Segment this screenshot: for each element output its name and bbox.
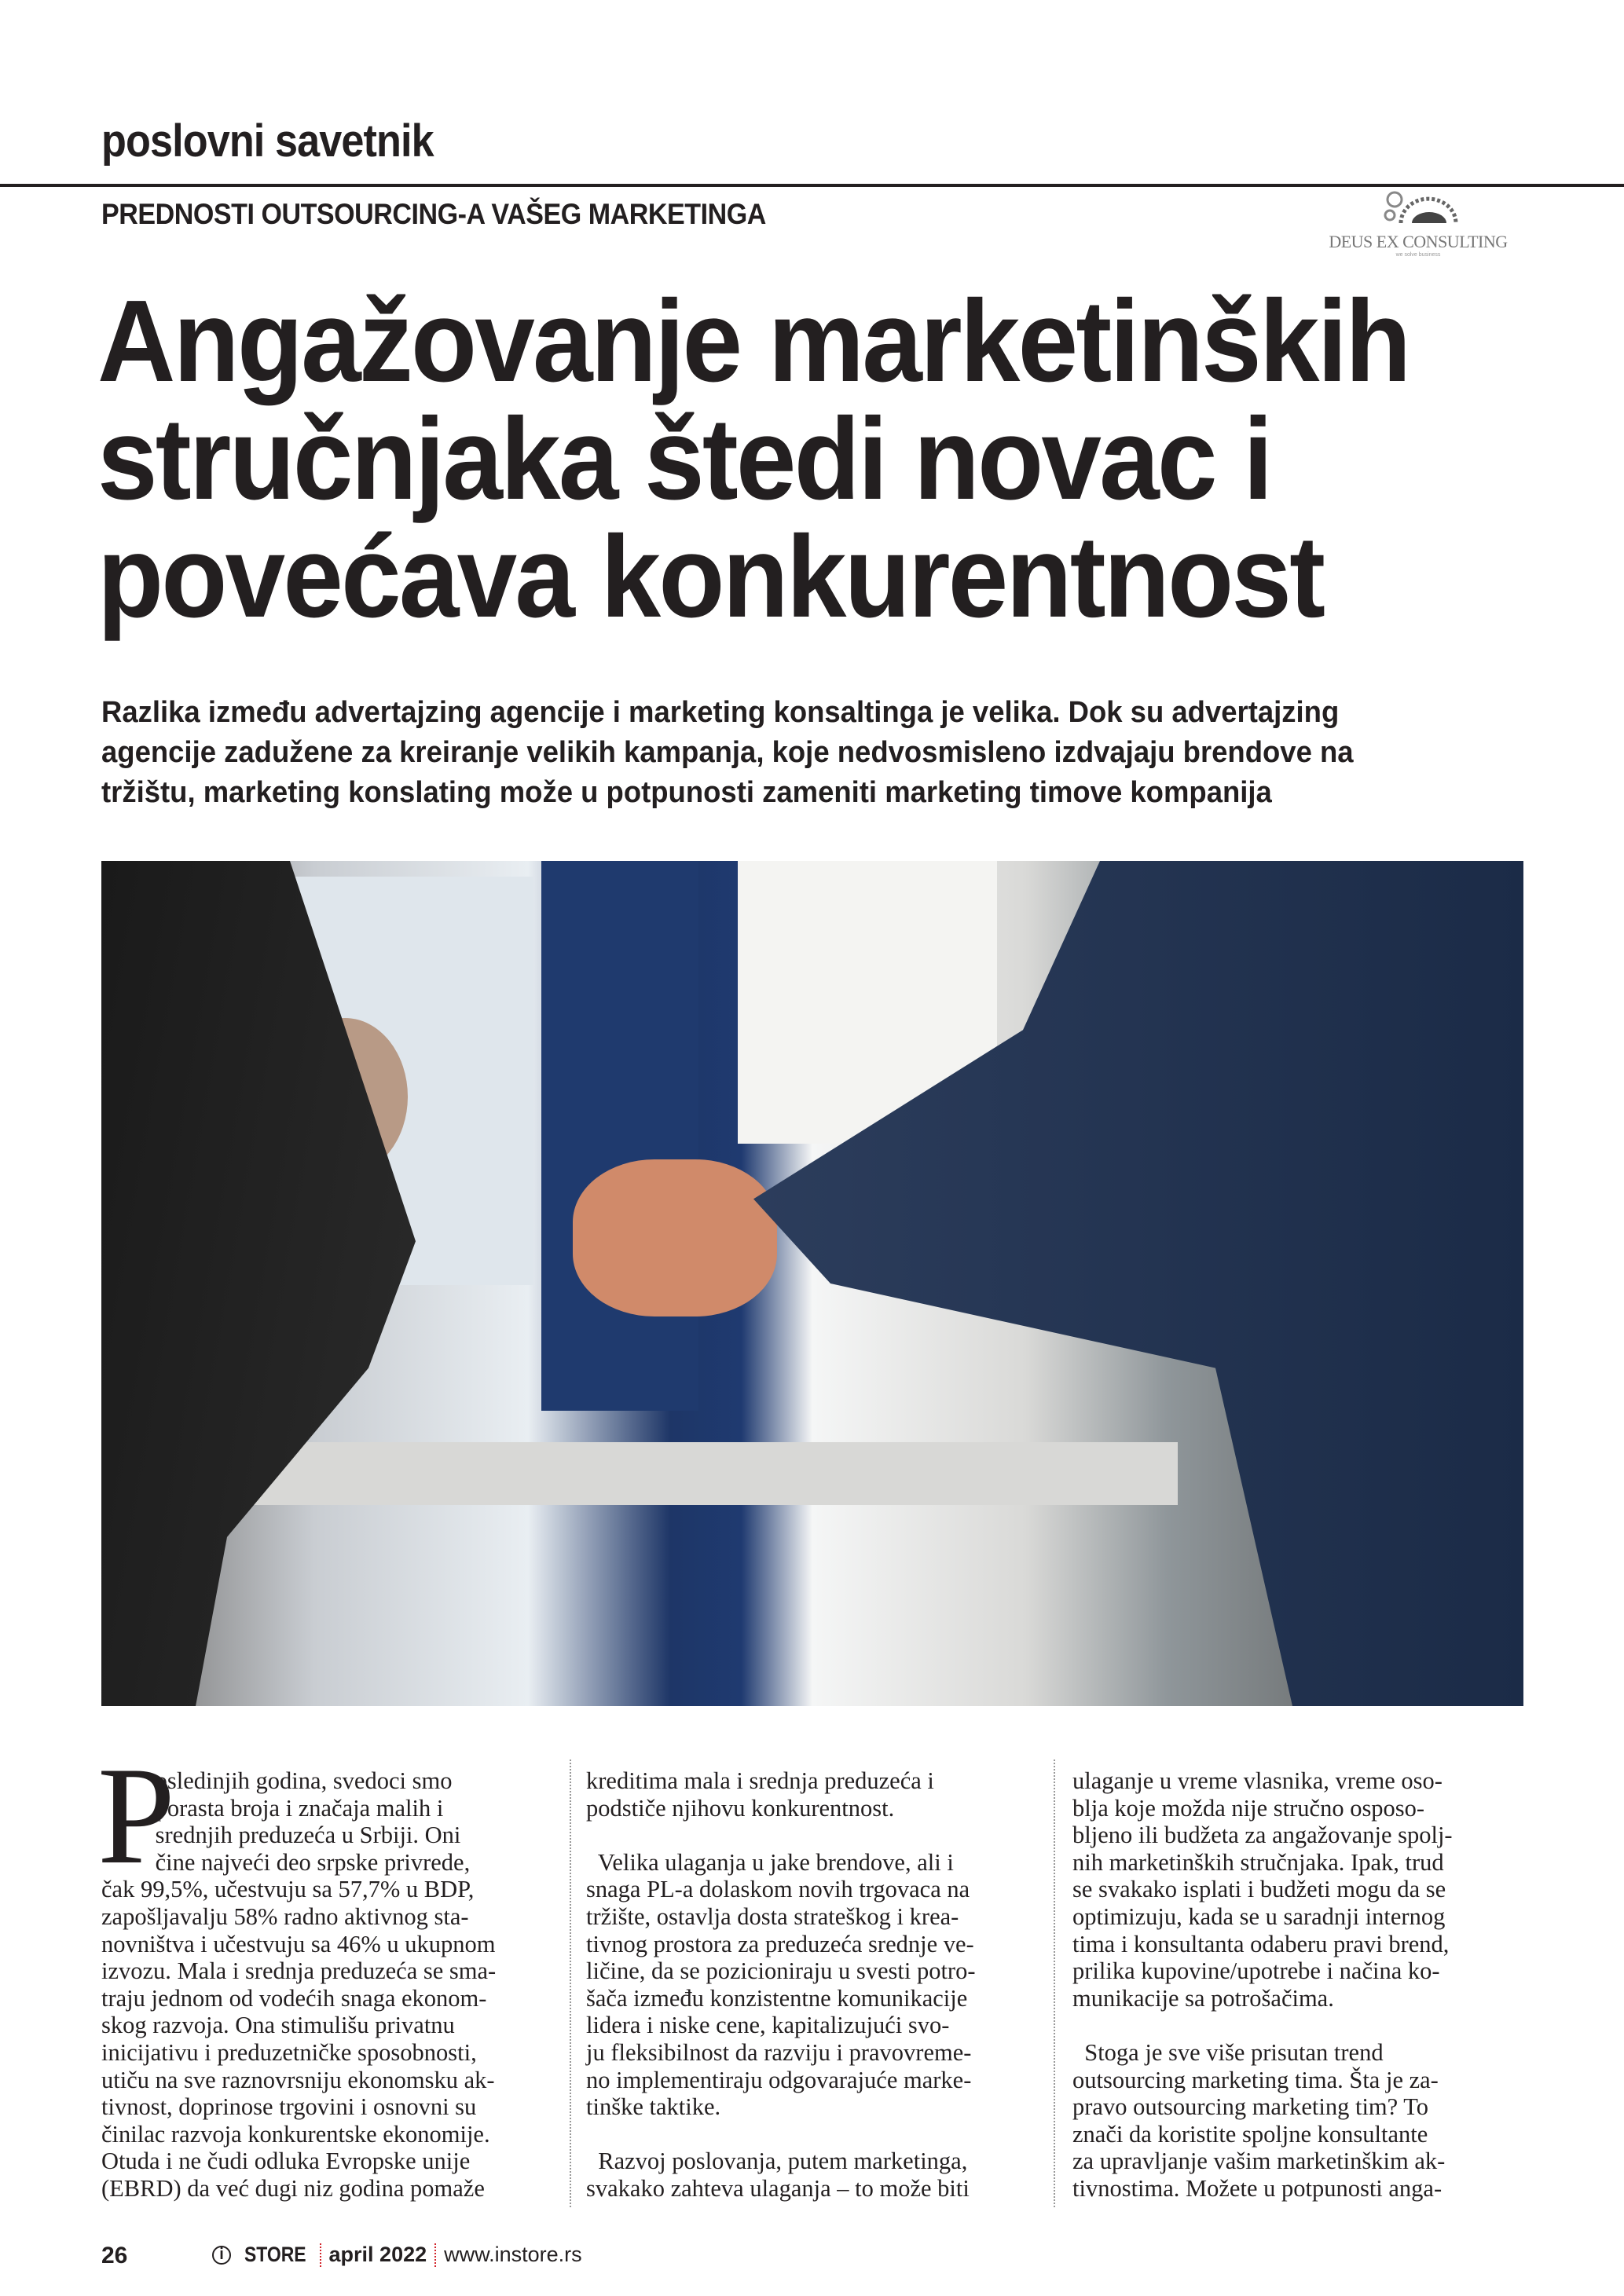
headline bbox=[97, 276, 1410, 642]
body-column-2 bbox=[586, 1767, 976, 2203]
lead-line: agencije zadužene za kreiranje velikih kampanja, koje nedvosmisleno izdvajaju brendove na bbox=[101, 736, 1354, 769]
body-text-line: tivnog prostora za preduzeća srednje ve- bbox=[586, 1930, 974, 1957]
body-text-line: outsourcing marketing tima. Šta je za- bbox=[1072, 2066, 1439, 2093]
body-text-line: Velika ulaganja u jake brendove, ali i bbox=[586, 1848, 954, 1876]
body-text-line: optimizuju, kada se u saradnji internog bbox=[1072, 1902, 1446, 1930]
body-text-line: munikacije sa potrošačima. bbox=[1072, 1984, 1334, 2012]
body-text-line: traju jednom od vodećih snaga ekonom- bbox=[101, 1984, 487, 2012]
body-text-line: skog razvoja. Ona stimulišu privatnu bbox=[101, 2012, 455, 2039]
body-text-line: Otuda i ne čudi odluka Evropske unije bbox=[101, 2148, 471, 2175]
body-text-line: bljeno ili budžeta za angažovanje spolj- bbox=[1072, 1822, 1453, 1849]
body-text-line: podstiče njihovu konkurentnost. bbox=[586, 1794, 895, 1822]
body-column-1 bbox=[101, 1767, 496, 2203]
headline-line: stručnjaka štedi novac i bbox=[97, 394, 1271, 524]
instore-logo-icon: i bbox=[212, 2246, 231, 2265]
footer-separator bbox=[320, 2243, 321, 2267]
body-text-line: šača između konzistentne komunikacije bbox=[586, 1984, 968, 2012]
section-title: poslovni savetnik bbox=[101, 115, 434, 167]
headline-line: Angažovanje marketinških bbox=[97, 276, 1410, 406]
column-divider bbox=[570, 1760, 571, 2207]
body-text-line bbox=[1072, 2012, 1453, 2039]
body-text-line: tržište, ostavlja dosta strateškog i krea- bbox=[586, 1902, 959, 1930]
body-text-line: svakako zahteva ulaganja – to može biti bbox=[586, 2174, 970, 2202]
body-text-line: blja koje možda nije stručno osposo- bbox=[1072, 1794, 1425, 1822]
logo-name: DEUS EX CONSULTING bbox=[1329, 232, 1508, 251]
body-text-line: novništva i učestvuju sa 46% u ukupnom bbox=[101, 1930, 496, 1957]
body-text-line: Razvoj poslovanja, putem marketinga, bbox=[586, 2148, 968, 2175]
footer-magazine: STORE bbox=[244, 2243, 306, 2266]
body-text-line: porasta broja i značaja malih i bbox=[101, 1794, 444, 1822]
footer-url[interactable]: www.instore.rs bbox=[444, 2243, 582, 2266]
body-text-line: tinške taktike. bbox=[586, 2093, 721, 2121]
body-text-line: Stoga je sve više prisutan trend bbox=[1072, 2038, 1384, 2066]
lead-paragraph bbox=[101, 693, 1354, 813]
body-text-line: lidera i niske cene, kapitalizujući svo- bbox=[586, 2012, 950, 2039]
body-column-3 bbox=[1072, 1767, 1453, 2203]
body-text-line: ju fleksibilnost da razviju i pravovreme- bbox=[586, 2038, 972, 2066]
body-text-line: čine najveći deo srpske privrede, bbox=[101, 1848, 471, 1876]
body-text-line: znači da koristite spoljne konsultante bbox=[1072, 2120, 1428, 2148]
body-text-line: no implementiraju odgovarajuće marke- bbox=[586, 2066, 972, 2093]
page-number: 26 bbox=[101, 2243, 128, 2269]
body-text-line: za upravljanje vašim marketinškim ak- bbox=[1072, 2148, 1446, 2175]
body-text-line: tima i konsultanta odaberu pravi brend, bbox=[1072, 1930, 1450, 1957]
body-text-line: osledinjih godina, svedoci smo bbox=[101, 1767, 453, 1794]
headline-line: povećava konkurentnost bbox=[97, 512, 1324, 642]
body-text-line bbox=[586, 1822, 976, 1849]
deus-ex-consulting-logo bbox=[1316, 189, 1520, 258]
body-text-line: kreditima mala i srednja preduzeća i bbox=[586, 1767, 934, 1794]
body-text-line: inicijativu i preduzetničke sposobnosti, bbox=[101, 2038, 477, 2066]
body-text-line: pravo outsourcing marketing tim? To bbox=[1072, 2093, 1429, 2121]
body-text-line: prilika kupovine/upotrebe i načina ko- bbox=[1072, 1957, 1440, 1985]
body-text-line: snaga PL-a dolaskom novih trgovaca na bbox=[586, 1876, 970, 1903]
body-text-line bbox=[586, 2121, 976, 2148]
body-text-line: utiču na sve raznovrsniju ekonomsku ak- bbox=[101, 2066, 495, 2093]
handshake-photo bbox=[101, 861, 1523, 1706]
body-text-line: izvozu. Mala i srednja preduzeća se sma- bbox=[101, 1957, 497, 1985]
drop-cap: P bbox=[97, 1738, 175, 1893]
body-text-line: se svakako isplati i budžeti mogu da se bbox=[1072, 1876, 1446, 1903]
body-text-line: činilac razvoja konkurentske ekonomije. bbox=[101, 2120, 490, 2148]
lead-line: tržištu, marketing konslating može u potpunosti zameniti marketing timove kompanija bbox=[101, 776, 1272, 809]
body-text-line: čak 99,5%, učestvuju sa 57,7% u BDP, bbox=[101, 1876, 475, 1903]
footer-brand bbox=[212, 2243, 582, 2267]
lead-line: Razlika između advertajzing agencije i marketing konsaltinga je velika. Dok su advertajzing bbox=[101, 696, 1340, 729]
logo-tagline: we solve business bbox=[1395, 252, 1441, 258]
body-text-line: tivnostima. Možete u potpunosti anga- bbox=[1072, 2174, 1443, 2202]
body-text-line: tivnost, doprinose trgovini i osnovni su bbox=[101, 2093, 477, 2121]
body-text-line: nih marketinških stručnjaka. Ipak, trud bbox=[1072, 1848, 1444, 1876]
body-text-line: (EBRD) da već dugi niz godina pomaže bbox=[101, 2174, 485, 2202]
footer-date: april 2022 bbox=[328, 2243, 427, 2266]
article-kicker: PREDNOSTI OUTSOURCING-A VAŠEG MARKETINGA bbox=[101, 198, 766, 230]
footer-separator bbox=[434, 2243, 436, 2267]
column-divider bbox=[1054, 1760, 1055, 2207]
body-text-line: ulaganje u vreme vlasnika, vreme oso- bbox=[1072, 1767, 1443, 1794]
body-text-line: srednjih preduzeća u Srbiji. Oni bbox=[101, 1822, 461, 1849]
body-text-line: zapošljavalju 58% radno aktivnog sta- bbox=[101, 1902, 469, 1930]
body-text-line: ličine, da se pozicioniraju u svesti potro- bbox=[586, 1957, 976, 1985]
gear-logo-icon bbox=[1371, 189, 1465, 226]
header-rule bbox=[0, 184, 1624, 187]
